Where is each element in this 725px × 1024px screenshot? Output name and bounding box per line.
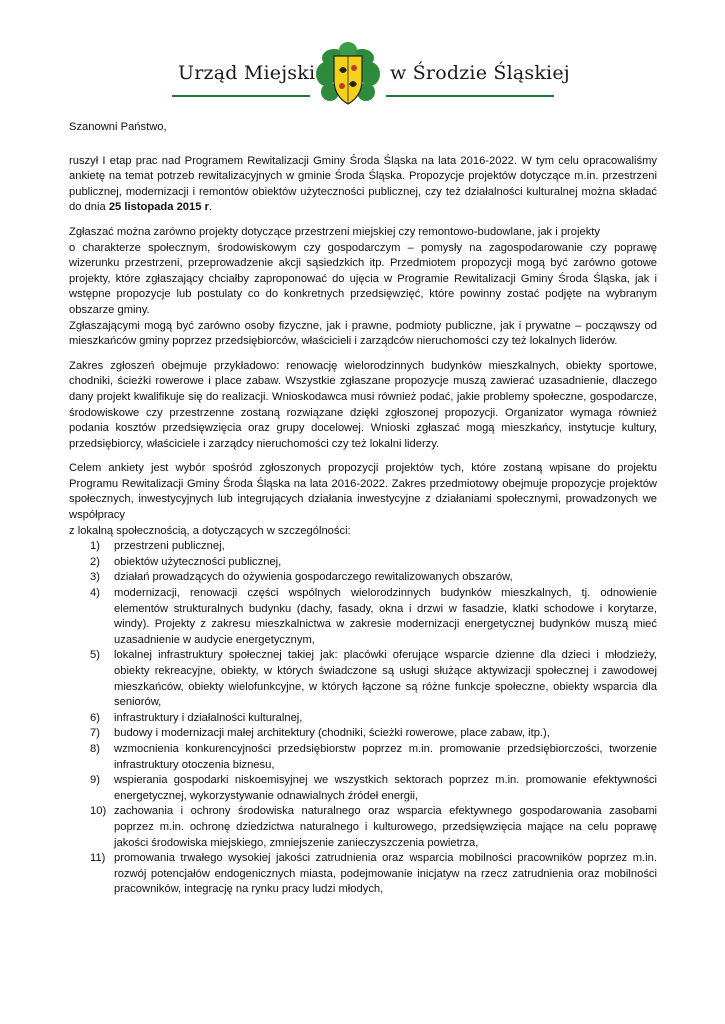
paragraph-applicants: Zgłaszającymi mogą być zarówno osoby fizyczne, jak i prawne, podmioty publiczne, jak i prywatne – począwszy od mieszkańców gminy poprzez przedsiębiorców, właścicieli i zarządców nieruchomości czy też lokalnych liderów.	[69, 319, 657, 348]
list-item: 10) zachowania i ochrony środowiska naturalnego oraz wsparcia efektywnego gospodarowania zasobami poprzez m.in. ochronę dziedzictwa naturalnego i kulturowego, przedsięwzięcia mające na celu poprawę jakości środowiska miejskiego, zmniejszenie zanieczyszczenia powietrza,	[90, 805, 657, 849]
paragraph-scope: o charakterze społecznym, środowiskowym czy gospodarczym – pomysły na zagospodarowanie czy poprawę wizerunku przestrzeni, przeprowadzenie akcji sąsiedzkich itp. Przedmiotem propozycji mogą być zarówno gotowe projekty, które zgłaszający chciałby zaproponować do ujęcia w Programie Rewitalizacji Gminy Środa Śląska, jak i wstępne propozycje lub postulaty co do konkretnych przedsięwzięć, które powinny zostać podjęte na wybranym obszarze gminy.	[69, 241, 657, 316]
list-item: 11) promowania trwałego wysokiej jakości zatrudnienia oraz wsparcia mobilności pracowników poprzez m.in. rozwój potencjałów endogenicznych miasta, podejmowanie inicjatyw na rzecz zatrudnienia oraz mobilności pracowników, integrację na rynku pracy ludzi młodych,	[90, 852, 657, 896]
paragraph-scope-lead: Zgłaszać można zarówno projekty dotyczące przestrzeni miejskiej czy remontowo-budowlane, jak i projekty	[69, 225, 601, 238]
paragraph-intro	[69, 154, 657, 216]
paragraph-examples: Zakres zgłoszeń obejmuje przykładowo: renowację wielorodzinnych budynków mieszkalnych, obiekty sportowe, chodniki, ścieżki rowerowe i place zabaw. Wszystkie zgłaszane propozycje muszą zawierać uzasadnienie, dlaczego dany projekt kwalifikuje się do realizacji. Wnioskodawca musi również podać, jakie problemy społeczne, gospodarcze, środowiskowe czy przestrzenne zostaną rozwiązane dzięki zgłoszonej propozycji. Organizator wymaga również podania kosztów przedsięwzięcia oraz grupy docelowej. Wnioski zgłaszać mogą mieszkańcy, instytucje kultury, przedsiębiorcy, właściciele i zarządcy nieruchomości czy też lokalni liderzy.	[69, 359, 657, 450]
paragraph-goal: Celem ankiety jest wybór spośród zgłoszonych propozycji projektów tych, które zostaną wpisane do projektu Programu Rewitalizacji Gminy Środa Śląska na lata 2016-2022. Zakres przedmiotowy obejmuje propozycje projektów społecznych, inwestycyjnych lub integrujących działania inwestycyjne z działaniami społecznymi, prowadzonych we współpracy	[69, 462, 657, 522]
letterhead-town-name: w Środzie Śląskiej	[390, 62, 570, 84]
list-item: 1) przestrzeni publicznej,	[90, 540, 225, 553]
paragraph-goal-cont: z lokalną społecznością, a dotyczących w szczególności:	[69, 524, 351, 537]
list-item: 5) lokalnej infrastruktury społecznej takiej jak: placówki oferujące wsparcie dzienne dla dzieci i młodzieży, obiekty rekreacyjne, obiekty, w których świadczone są usługi służące aktywizacji społecznej i zawodowej mieszkańców, obiekty wielofunkcyjne, w których łączone są różne funkcje społeczne, obiekty wsparcia dla seniorów,	[90, 649, 657, 709]
letterhead-rule-left	[172, 95, 310, 97]
deadline-date: 25 listopada 2015 r	[108, 201, 209, 214]
letterhead	[172, 40, 570, 116]
list-item: 7) budowy i modernizacji małej architektury (chodniki, ścieżki rowerowe, place zabaw, itp.),	[90, 727, 550, 740]
list-item: 9) wspierania gospodarki niskoemisyjnej we wszystkich sektorach poprzez m.in. promowanie efektywności energetycznej, wykorzystywanie odnawialnych źródeł energii,	[90, 774, 657, 802]
list-item: 4) modernizacji, renowacji części wspólnych wielorodzinnych budynków mieszkalnych, tj. odnowienie elementów strukturalnych budynku (dachy, fasady, okna i drzwi w fasadzie, klatki schodowe i korytarze, windy). Projekty z zakresu mieszkalnictwa w zakresie modernizacji energetycznej budynków muszą mieć uzasadnienie w audycie energetycznym,	[90, 587, 657, 646]
intro-text: ruszył I etap prac nad Programem Rewitalizacji Gminy Środa Śląska na lata 2016-2022. W tym celu opracowaliśmy ankietę na temat potrzeb rewitalizacyjnych w gminie Środa Śląska. Propozycje projektów dotyczące m.in. przestrzeni publicznej, modernizacji i remontów obiektów użyteczności publicznej, czy też działalności kulturalnej można składać do dnia	[69, 154, 657, 214]
topics-list	[69, 539, 657, 898]
letterhead-rule-right	[386, 95, 554, 97]
letterhead-office-name: Urząd Miejski	[178, 62, 316, 84]
letter-body	[69, 120, 657, 898]
list-item: 6) infrastruktury i działalności kulturalnej,	[90, 711, 303, 724]
list-item: 8) wzmocnienia konkurencyjności przedsiębiorstw poprzez m.in. promowanie przedsiębiorczości, tworzenie infrastruktury otoczenia biznesu,	[90, 742, 657, 771]
salutation: Szanowni Państwo,	[69, 121, 167, 133]
coat-of-arms-icon	[312, 40, 384, 112]
list-item: 3) działań prowadzących do ożywienia gospodarczego rewitalizowanych obszarów,	[90, 571, 513, 584]
intro-end: .	[208, 201, 213, 214]
list-item: 2) obiektów użyteczności publicznej,	[90, 555, 282, 568]
